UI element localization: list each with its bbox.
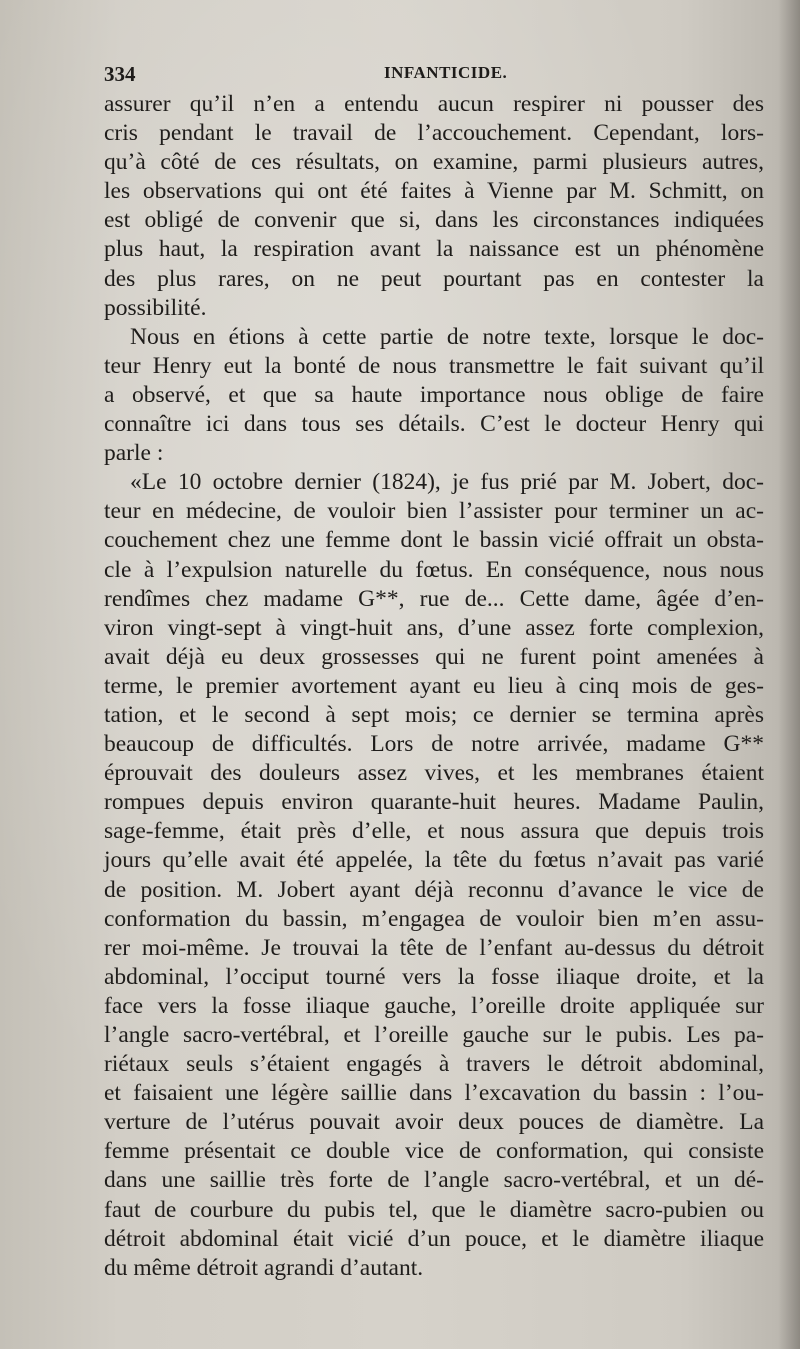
- text-line: rendîmes chez madame G**, rue de... Cette dame, âgée d’en-: [104, 585, 764, 612]
- text-line: terme, le premier avortement ayant eu lieu à cinq mois de ges-: [104, 672, 764, 699]
- text-line: plus haut, la respiration avant la naissance est un phénomène: [104, 236, 764, 263]
- text-line: des plus rares, on ne peut pourtant pas en contester la: [104, 265, 764, 292]
- text-line: jours qu’elle avait été appelée, la tête du fœtus n’avait pas varié: [104, 847, 764, 874]
- text-line: viron vingt-sept à vingt-huit ans, d’une assez forte complexion,: [104, 614, 764, 641]
- text-line: conformation du bassin, m’engagea de vouloir bien m’en assu-: [104, 905, 764, 932]
- text-line: éprouvait des douleurs assez vives, et les membranes étaient: [104, 760, 764, 787]
- text-line: «Le 10 octobre dernier (1824), je fus prié par M. Jobert, doc-: [130, 469, 764, 496]
- text-line: parle :: [104, 440, 164, 467]
- text-line: beaucoup de difficultés. Lors de notre arrivée, madame G**: [104, 731, 764, 758]
- text-line: sage-femme, était près d’elle, et nous assura que depuis trois: [104, 818, 764, 845]
- text-line: rompues depuis environ quarante-huit heures. Madame Paulin,: [104, 789, 764, 816]
- page-number: 334: [104, 62, 136, 86]
- text-line: est obligé de convenir que si, dans les circonstances indiquées: [104, 207, 764, 234]
- text-line: assurer qu’il n’en a entendu aucun respirer ni pousser des: [104, 91, 764, 117]
- text-line: cle à l’expulsion naturelle du fœtus. En conséquence, nous nous: [104, 556, 764, 583]
- text-line: femme présentait ce double vice de conformation, qui consiste: [104, 1138, 764, 1165]
- text-line: possibilité.: [104, 294, 207, 321]
- text-line: teur Henry eut la bonté de nous transmettre le fait suivant qu’il: [104, 352, 764, 379]
- text-line: les observations qui ont été faites à Vienne par M. Schmitt, on: [104, 178, 764, 205]
- text-line: tation, et le second à sept mois; ce dernier se termina après: [104, 701, 764, 728]
- text-line: face vers la fosse iliaque gauche, l’oreille droite appliquée sur: [104, 992, 764, 1019]
- text-line: rer moi-même. Je trouvai la tête de l’enfant au-dessus du détroit: [104, 934, 764, 961]
- page-edge-shadow: [778, 0, 800, 1349]
- text-line: dans une saillie très forte de l’angle sacro-vertébral, et un dé-: [104, 1167, 764, 1194]
- text-line: l’angle sacro-vertébral, et l’oreille gauche sur le pubis. Les pa-: [104, 1022, 764, 1048]
- page-header: [104, 62, 764, 86]
- text-line: faut de courbure du pubis tel, que le diamètre sacro-pubien ou: [104, 1196, 764, 1223]
- text-line: teur en médecine, de vouloir bien l’assister pour terminer un ac-: [104, 498, 764, 525]
- text-line: cris pendant le travail de l’accouchement. Cependant, lors-: [104, 120, 764, 147]
- text-line: couchement chez une femme dont le bassin vicié offrait un obsta-: [104, 527, 764, 554]
- text-line: qu’à côté de ces résultats, on examine, parmi plusieurs autres,: [104, 149, 764, 176]
- text-line: du même détroit agrandi d’autant.: [104, 1254, 424, 1281]
- text-line: a observé, et que sa haute importance nous oblige de faire: [104, 381, 764, 408]
- running-title: INFANTICIDE.: [384, 63, 508, 82]
- body-text: [104, 90, 764, 1283]
- text-line: de position. M. Jobert ayant déjà reconnu d’avance le vice de: [104, 876, 764, 903]
- text-line: abdominal, l’occiput tourné vers la fosse iliaque droite, et la: [104, 963, 764, 990]
- text-line: Nous en étions à cette partie de notre texte, lorsque le doc-: [130, 323, 764, 350]
- text-line: avait déjà eu deux grossesses qui ne furent point amenées à: [104, 643, 764, 670]
- text-line: et faisaient une légère saillie dans l’excavation du bassin : l’ou-: [104, 1080, 764, 1107]
- text-line: connaître ici dans tous ses détails. C’est le docteur Henry qui: [104, 411, 764, 438]
- text-line: verture de l’utérus pouvait avoir deux pouces de diamètre. La: [104, 1109, 764, 1136]
- text-line: riétaux seuls s’étaient engagés à travers le détroit abdominal,: [104, 1051, 764, 1078]
- text-line: détroit abdominal était vicié d’un pouce, et le diamètre iliaque: [104, 1225, 764, 1252]
